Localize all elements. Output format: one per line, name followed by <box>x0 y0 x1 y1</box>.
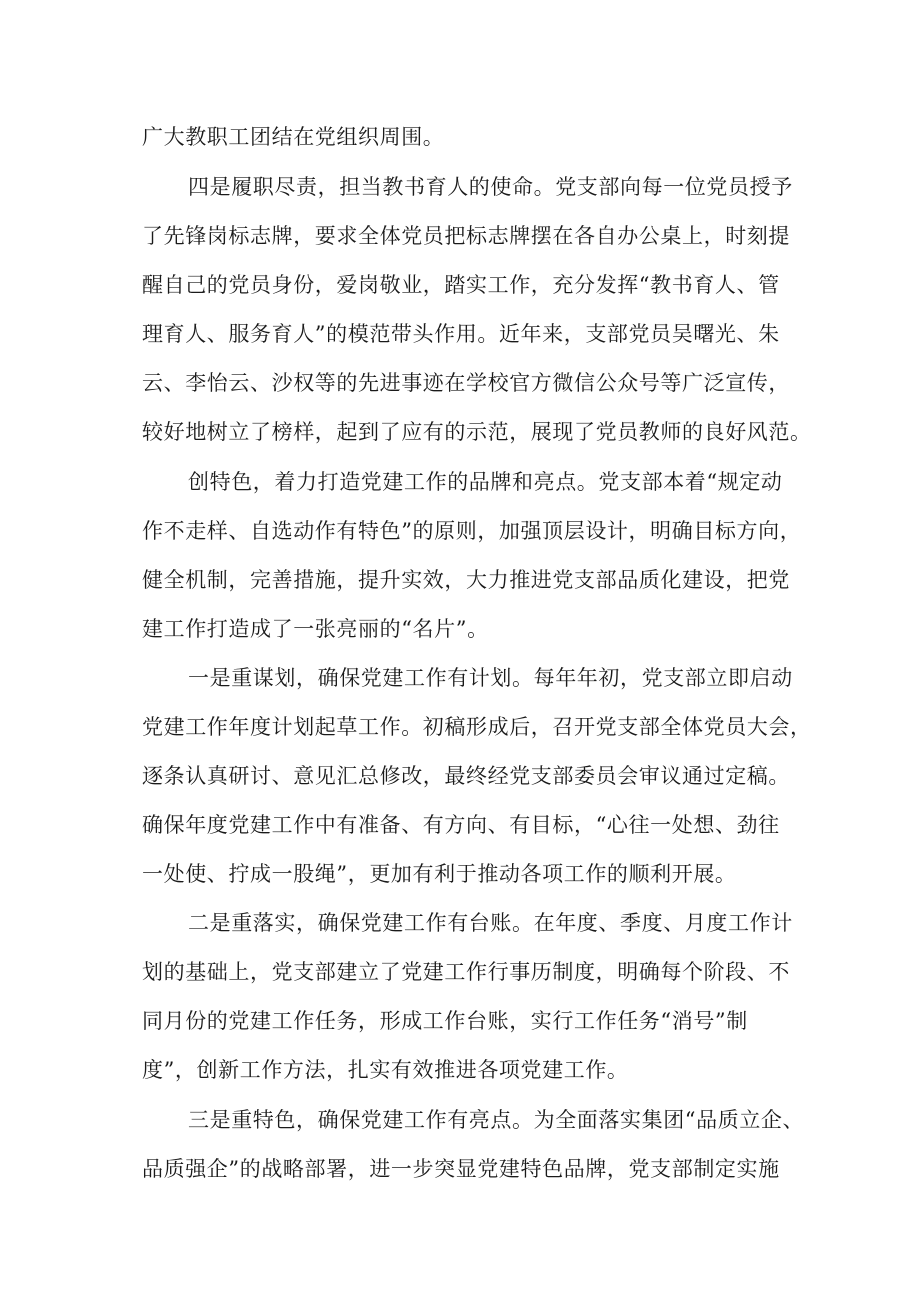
text-line: 一处使、拧成一股绳”，更加有利于推动各项工作的顺利开展。 <box>142 862 737 886</box>
text-line: 划的基础上，党支部建立了党建工作行事历制度，明确每个阶段、不 <box>142 960 790 984</box>
text-line: 了先锋岗标志牌，要求全体党员把标志牌摆在各自办公桌上，时刻提 <box>142 224 790 248</box>
text-line: 醒自己的党员身份，爱岗敬业，踏实工作，充分发挥“教书育人、管 <box>142 273 780 297</box>
text-line: 度”，创新工作方法，扎实有效推进各项党建工作。 <box>142 1058 629 1082</box>
text-line: 较好地树立了榜样，起到了应有的示范，展现了党员教师的良好风范。 <box>142 420 812 444</box>
text-line: 逐条认真研讨、意见汇总修改，最终经党支部委员会审议通过定稿。 <box>142 764 790 788</box>
text-line: 同月份的党建工作任务，形成工作台账，实行工作任务“消号”制 <box>142 1009 748 1033</box>
text-line: 健全机制，完善措施，提升实效，大力推进党支部品质化建设，把党 <box>142 568 790 592</box>
text-line: 品质强企”的战略部署，进一步突显党建特色品牌，党支部制定实施 <box>142 1157 780 1181</box>
paragraph-first-line: 二是重落实，确保党建工作有台账。在年度、季度、月度工作计 <box>188 911 793 935</box>
text-line: 云、李怡云、沙权等的先进事迹在学校官方微信公众号等广泛宣传， <box>142 371 790 395</box>
paragraph-first-line: 一是重谋划，确保党建工作有计划。每年年初，党支部立即启动 <box>188 666 793 690</box>
paragraph-first-line: 创特色，着力打造党建工作的品牌和亮点。党支部本着“规定动 <box>188 470 783 494</box>
text-line: 确保年度党建工作中有准备、有方向、有目标，“心往一处想、劲往 <box>142 813 780 837</box>
paragraph-first-line: 四是履职尽责，担当教书育人的使命。党支部向每一位党员授予 <box>188 175 793 199</box>
text-line: 建工作打造成了一张亮丽的“名片”。 <box>142 617 489 641</box>
text-line: 理育人、服务育人”的模范带头作用。近年来，支部党员吴曙光、朱 <box>142 322 780 346</box>
text-line: 作不走样、自选动作有特色”的原则，加强顶层设计，明确目标方向， <box>142 519 802 543</box>
text-line: 党建工作年度计划起草工作。初稿形成后，召开党支部全体党员大会， <box>142 715 812 739</box>
text-line: 广大教职工团结在党组织周围。 <box>142 125 445 149</box>
paragraph-first-line: 三是重特色，确保党建工作有亮点。为全面落实集团“品质立企、 <box>188 1108 805 1132</box>
